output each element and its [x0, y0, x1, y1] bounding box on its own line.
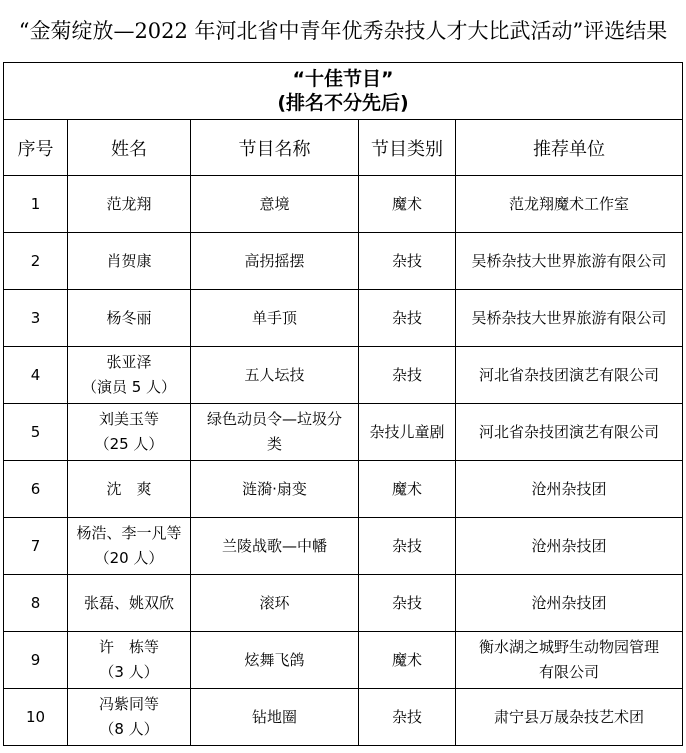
cell-name-line: 沈 爽: [106, 479, 152, 498]
cell-name-line: 肖贺康: [106, 251, 152, 270]
cell-program-line: 绿色动员令—垃圾分: [206, 410, 342, 428]
cell-category: 杂技: [359, 518, 456, 575]
cell-program-line: 意境: [259, 194, 290, 213]
cell-program-line: 炫舞飞鸽: [244, 650, 305, 669]
cell-program: [191, 632, 359, 689]
cell-no: 7: [4, 518, 68, 575]
cell-program-line: 滚环: [259, 593, 290, 612]
cell-no: 3: [4, 290, 68, 347]
cell-name: [68, 233, 191, 290]
cell-no: 4: [4, 347, 68, 404]
cell-unit-line: 吴桥杂技大世界旅游有限公司: [471, 308, 667, 327]
cell-program-line: 兰陵战歌—中幡: [221, 536, 327, 555]
section-title-row: [4, 63, 683, 120]
cell-unit-line: 衡水湖之城野生动物园管理: [479, 638, 660, 656]
table-row: [4, 632, 683, 689]
cell-unit-line: 肃宁县万晟杂技艺术团: [494, 707, 645, 726]
cell-name-line: （25 人）: [94, 435, 164, 453]
results-table: [3, 62, 683, 746]
cell-unit: [456, 575, 683, 632]
cell-category: 魔术: [359, 632, 456, 689]
cell-program-line: 类: [266, 435, 282, 453]
cell-program-line: 涟漪·扇变: [242, 479, 307, 498]
cell-unit: [456, 461, 683, 518]
table-row: [4, 404, 683, 461]
cell-category: 魔术: [359, 461, 456, 518]
cell-name: [68, 575, 191, 632]
cell-name-line: 张亚泽: [106, 353, 152, 371]
section-title-line2: (排名不分先后): [277, 92, 409, 114]
cell-category: 杂技: [359, 233, 456, 290]
cell-name-line: 冯紫同等: [98, 695, 159, 713]
header-row: [4, 120, 683, 176]
header-name: 姓名: [68, 120, 191, 176]
cell-program: [191, 575, 359, 632]
table-row: [4, 518, 683, 575]
cell-no: 1: [4, 176, 68, 233]
cell-name: [68, 347, 191, 404]
cell-unit: [456, 233, 683, 290]
cell-program: [191, 290, 359, 347]
cell-name: [68, 689, 191, 746]
cell-program-line: 五人坛技: [244, 365, 305, 384]
cell-program: [191, 233, 359, 290]
cell-category: 杂技: [359, 689, 456, 746]
cell-name: [68, 290, 191, 347]
cell-program: [191, 404, 359, 461]
table-body: [4, 176, 683, 746]
cell-no: 9: [4, 632, 68, 689]
cell-program: [191, 461, 359, 518]
header-program: 节目名称: [191, 120, 359, 176]
cell-unit: [456, 347, 683, 404]
table-row: [4, 575, 683, 632]
cell-name-line: 范龙翔: [106, 194, 152, 213]
table-row: [4, 689, 683, 746]
cell-program: [191, 176, 359, 233]
cell-unit: [456, 689, 683, 746]
cell-name-line: 杨冬丽: [106, 308, 152, 327]
cell-unit: [456, 404, 683, 461]
cell-no: 5: [4, 404, 68, 461]
cell-no: 6: [4, 461, 68, 518]
cell-program: [191, 689, 359, 746]
section-title-line1: “十佳节目”: [292, 68, 394, 90]
cell-category: 杂技儿童剧: [359, 404, 456, 461]
cell-unit-line: 河北省杂技团演艺有限公司: [479, 365, 660, 384]
cell-unit-line: 河北省杂技团演艺有限公司: [479, 422, 660, 441]
cell-unit-line: 吴桥杂技大世界旅游有限公司: [471, 251, 667, 270]
cell-category: 杂技: [359, 290, 456, 347]
cell-no: 8: [4, 575, 68, 632]
cell-unit: [456, 518, 683, 575]
table-row: [4, 461, 683, 518]
cell-unit: [456, 176, 683, 233]
cell-name-line: （3 人）: [99, 663, 159, 681]
document-title: “金菊绽放—2022 年河北省中青年优秀杂技人才大比武活动”评选结果: [18, 19, 668, 43]
cell-unit-line: 沧州杂技团: [531, 479, 607, 498]
cell-program-line: 钻地圈: [251, 707, 297, 726]
cell-name: [68, 518, 191, 575]
cell-unit-line: 有限公司: [539, 663, 600, 681]
table-row: [4, 290, 683, 347]
header-unit: 推荐单位: [456, 120, 683, 176]
cell-category: 魔术: [359, 176, 456, 233]
table-row: [4, 347, 683, 404]
cell-no: 10: [4, 689, 68, 746]
cell-name: [68, 404, 191, 461]
cell-unit-line: 沧州杂技团: [531, 593, 607, 612]
header-category: 节目类别: [359, 120, 456, 176]
cell-name-line: （8 人）: [99, 720, 159, 738]
cell-name-line: （20 人）: [94, 549, 164, 567]
table-row: [4, 233, 683, 290]
section-title: [4, 63, 683, 120]
cell-program: [191, 518, 359, 575]
cell-unit-line: 范龙翔魔术工作室: [509, 194, 630, 213]
cell-name-line: 许 栋等: [98, 638, 159, 656]
table-row: [4, 176, 683, 233]
cell-category: 杂技: [359, 347, 456, 404]
cell-name-line: （演员 5 人）: [81, 378, 177, 396]
cell-name: [68, 176, 191, 233]
cell-name-line: 刘美玉等: [98, 410, 159, 428]
cell-unit: [456, 290, 683, 347]
cell-program: [191, 347, 359, 404]
cell-name-line: 杨浩、李一凡等: [76, 524, 182, 542]
cell-category: 杂技: [359, 575, 456, 632]
cell-name: [68, 632, 191, 689]
cell-unit: [456, 632, 683, 689]
cell-unit-line: 沧州杂技团: [531, 536, 607, 555]
cell-program-line: 单手顶: [251, 308, 297, 327]
header-no: 序号: [4, 120, 68, 176]
cell-name-line: 张磊、姚双欣: [83, 593, 174, 612]
cell-program-line: 高拐摇摆: [244, 251, 305, 270]
cell-name: [68, 461, 191, 518]
cell-no: 2: [4, 233, 68, 290]
